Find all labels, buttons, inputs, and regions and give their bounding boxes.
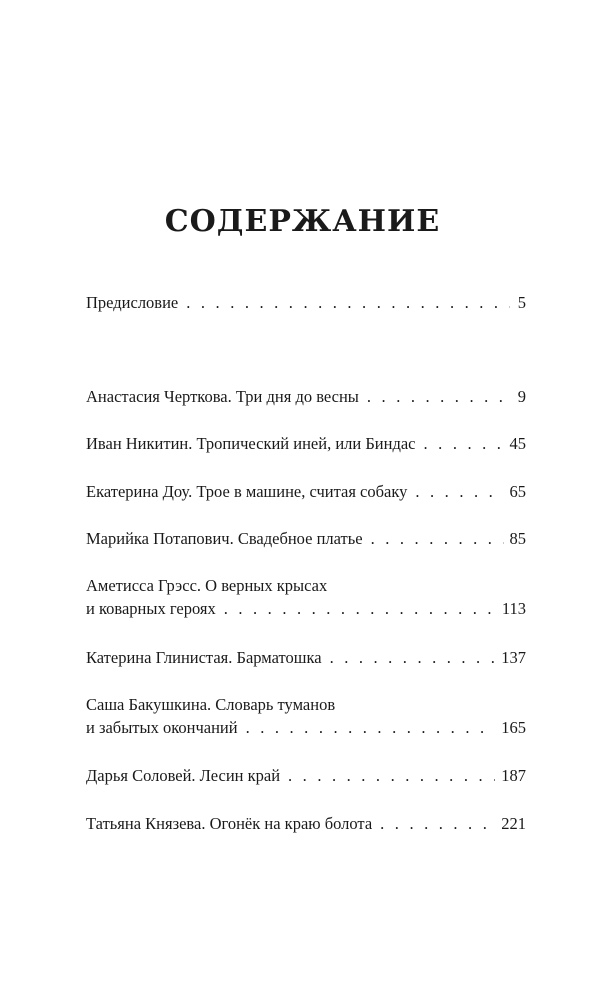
toc-page-number: 221 xyxy=(501,814,526,833)
toc-entry[interactable] xyxy=(86,812,526,835)
dot-leader xyxy=(415,480,503,503)
dot-leader xyxy=(186,291,510,314)
toc-page-number: 113 xyxy=(501,599,526,618)
dot-leader xyxy=(367,385,510,408)
toc-page-number: 5 xyxy=(517,293,526,312)
toc-entry-title: Татьяна Князева. Огонёк на краю болота xyxy=(86,814,373,833)
toc-entry-title: Марийка Потапович. Свадебное платье xyxy=(86,529,363,548)
toc-entry[interactable] xyxy=(86,646,526,669)
toc-entry-preface[interactable] xyxy=(86,291,526,314)
toc-page-number: 65 xyxy=(509,482,526,501)
toc-entry[interactable] xyxy=(86,574,526,620)
toc-page-number: 137 xyxy=(501,648,526,667)
dot-leader xyxy=(330,646,496,669)
toc-entry-title: Дарья Соловей. Лесин край xyxy=(86,766,281,785)
dot-leader xyxy=(424,432,504,455)
toc-entry-title: Аметисса Грэсс. О верных крысах xyxy=(86,576,328,595)
dot-leader xyxy=(246,716,496,739)
toc-entry-title: Екатерина Доу. Трое в машине, считая собаку xyxy=(86,482,408,501)
toc-entry-title-continued: и забытых окончаний xyxy=(86,718,238,737)
toc-entry-title-continued: и коварных героях xyxy=(86,599,216,618)
toc-page-number: 165 xyxy=(501,718,526,737)
toc-entry[interactable] xyxy=(86,480,526,503)
toc-page-number: 187 xyxy=(501,766,526,785)
dot-leader xyxy=(380,812,495,835)
toc-entry-title: Иван Никитин. Тропический иней, или Биндас xyxy=(86,434,416,453)
dot-leader xyxy=(371,527,504,550)
toc-entry[interactable] xyxy=(86,432,526,455)
toc-entry-title: Саша Бакушкина. Словарь туманов xyxy=(86,695,336,714)
toc-page-number: 85 xyxy=(509,529,526,548)
toc-entry-title: Анастасия Черткова. Три дня до весны xyxy=(86,387,359,406)
toc-entry[interactable] xyxy=(86,527,526,550)
toc-entry-title: Катерина Глинистая. Барматошка xyxy=(86,648,322,667)
page-title: СОДЕРЖАНИЕ xyxy=(164,204,441,240)
dot-leader xyxy=(224,597,496,620)
toc-page-number: 45 xyxy=(509,434,526,453)
toc-entry[interactable] xyxy=(86,764,526,787)
toc-entry[interactable] xyxy=(86,693,526,739)
toc-page-number: 9 xyxy=(517,387,526,406)
toc-entry-title: Предисловие xyxy=(86,293,179,312)
toc-entry[interactable] xyxy=(86,385,526,408)
dot-leader xyxy=(288,764,495,787)
